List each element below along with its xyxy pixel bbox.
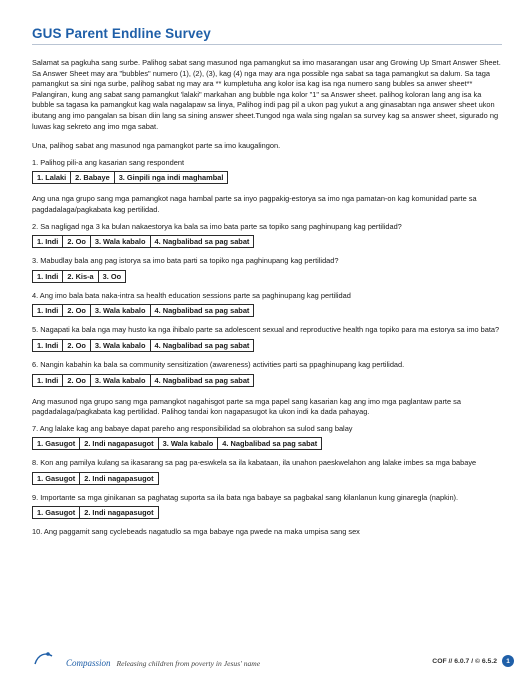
answer-option[interactable]: 1. Gasugot <box>33 438 80 449</box>
question-text: 2. Sa nagligad nga 3 ka bulan nakaestorya ka bala sa imo bata parte sa topiko sang paghinupang kag pertilidad? <box>32 221 402 231</box>
question-text: 4. Ang imo bala bata naka-intra sa health education sessions parte sa paghinupang kag pertilidad <box>32 290 351 300</box>
answer-option[interactable]: 2. Oo <box>63 375 90 386</box>
answer-option[interactable]: 3. Wala kabalo <box>91 375 151 386</box>
question-text: 3. Mabudlay bala ang pag istorya sa imo bata parti sa topiko nga paghinupang kag pertilidad? <box>32 256 339 266</box>
section-intro: Ang una nga grupo sang mga pamangkot naga hambal parte sa inyo pagpakig-estorya sa imo nga pamatan-on kag komunidad parte sa pagdadalaga/pagkabata kag pertilidad. <box>32 194 477 214</box>
answer-option[interactable]: 1. Indi <box>33 375 63 386</box>
answer-options <box>32 472 159 485</box>
answer-option[interactable]: 4. Nagbalibad sa pag sabat <box>154 340 250 350</box>
answer-option[interactable]: 4. Nagbalibad sa pag sabat <box>154 375 250 385</box>
answer-option[interactable]: 1. Indi <box>33 340 63 351</box>
answer-option[interactable]: 3. Wala kabalo <box>91 236 151 247</box>
answer-option[interactable]: 3. Wala kabalo <box>91 305 151 316</box>
answer-option[interactable]: 2. Indi nagapasugot <box>80 438 158 449</box>
footer-meta <box>432 655 514 667</box>
question-2 <box>32 222 504 257</box>
answer-options <box>32 270 126 283</box>
answer-options <box>32 506 159 519</box>
question-text: 7. Ang lalake kag ang babaye dapat pareho ang responsibilidad sa olobrahon sa sulod sang balay <box>32 423 353 433</box>
answer-option[interactable]: 2. Indi nagapasugot <box>84 473 154 483</box>
answer-option[interactable]: 3. Ginpili nga indi maghambal <box>118 173 224 183</box>
answer-option[interactable]: 3. Oo <box>102 271 122 281</box>
question-6 <box>32 360 504 395</box>
lead-text: Una, palihog sabat ang masunod nga pamangkot parte sa imo kaugalingon. <box>32 141 281 151</box>
answer-options <box>32 304 254 317</box>
answer-option[interactable]: 1. Indi <box>33 236 63 247</box>
answer-option[interactable]: 2. Oo <box>63 340 90 351</box>
answer-option[interactable]: 2. Kis-a <box>63 271 98 282</box>
answer-options <box>32 437 322 450</box>
answer-option[interactable]: 2. Babaye <box>71 172 115 183</box>
footer-tagline: Releasing children from poverty in Jesus' name <box>116 659 261 668</box>
section-intro: Ang masunod nga grupo sang mga pamangkot nagahisgot parte sa mga papel sang kasarian kag ang imo mga paglantaw parte sa pagdadalaga/pagkabata kag pertilidad. Palihog tandai kon nagapasugot ka ukon indi ka dada pahayag. <box>32 396 461 417</box>
question-8 <box>32 458 504 493</box>
page-title: GUS Parent Endline Survey <box>32 26 211 41</box>
question-7 <box>32 424 504 459</box>
answer-option[interactable]: 2. Indi nagapasugot <box>84 508 154 518</box>
answer-option[interactable]: 4. Nagbalibad sa pag sabat <box>154 237 250 247</box>
answer-option[interactable]: 3. Wala kabalo <box>159 438 219 449</box>
question-9 <box>32 493 504 528</box>
answer-option[interactable]: 2. Oo <box>63 305 90 316</box>
title-divider <box>32 44 502 45</box>
question-3 <box>32 256 504 291</box>
answer-option[interactable]: 1. Indi <box>33 271 63 282</box>
answer-option[interactable]: 4. Nagbalibad sa pag sabat <box>154 306 250 316</box>
question-5 <box>32 325 504 360</box>
logo-wordmark: Compassion <box>66 658 111 668</box>
answer-options <box>32 339 254 352</box>
document-code: COF // 6.0.7 / © 6.5.2 <box>432 657 497 665</box>
question-10 <box>32 527 504 538</box>
answer-option[interactable]: 1. Lalaki <box>33 172 71 183</box>
question-text: 6. Nangin kabahin ka bala sa community sensitization (awareness) activities parti sa ppaghinupang kag pertilidad. <box>32 359 405 369</box>
compassion-logo-icon <box>32 650 62 668</box>
intro-paragraph: Salamat sa pagkuha sang surbe. Palihog sabat sang masunod nga pamangkut sa imo masarangan usar ang Growing Up Smart Answer Sheet. Sa Answer Sheet may ara "bubbles" numero (1), (2), (3), kag (4) nga may ara nga possible nga sabat sa taga pamangkut sa dalum. Sa taga pamangkut sa sini nga surbe, palihog sabat ng may ara ** kumpletuha ang kolor isa kag isa nga numero sang bubles sa anwer sheet** Palangiran, kung ang sabat sang pamangkut 'lalaki" markahan ang bubble nga kolor "1" sa Answer sheet. palihog koloran lang ang isa ka bubble sa tagasa ka pamangkut kag wala nagalapaw sa linya, Palihog indi pag pil a ukon pag yukut a ang ginasabtan nga answer sheet ukon ibutang ang imo pangalan sa bisan diin lang sa sining answer sheet.Tungod nga wala sing ngalan sa survey kag sa answer sheet, sigurado ng luwas kag sekreto ang imo mga sabat. <box>32 58 501 131</box>
answer-options <box>32 374 254 387</box>
answer-option[interactable]: 1. Gasugot <box>33 507 80 518</box>
answer-option[interactable]: 1. Gasugot <box>33 473 80 484</box>
question-text: 8. Kon ang pamilya kulang sa ikasarang sa pag pa-eswkela sa ila kabataan, ila unahon paeskwelahon ang lalake imbes sa mga babaye <box>32 458 477 468</box>
question-4 <box>32 291 504 326</box>
footer-logo <box>32 650 260 668</box>
question-text: 1. Palihog pili-a ang kasarian sang respondent <box>32 157 185 167</box>
question-text: 10. Ang paggamit sang cyclebeads nagatudlo sa mga babaye nga pwede na maka umpisa sang sex <box>32 527 360 537</box>
survey-body <box>32 58 504 541</box>
answer-option[interactable]: 1. Indi <box>33 305 63 316</box>
answer-option[interactable]: 3. Wala kabalo <box>91 340 151 351</box>
question-1 <box>32 158 504 193</box>
answer-option[interactable]: 2. Oo <box>63 236 90 247</box>
page-number-badge: 1 <box>502 655 514 667</box>
question-text: 5. Nagapati ka bala nga may husto ka nga ihibalo parte sa adolescent sexual and reproductive health nga topiko para ma estorya sa imo bata? <box>32 325 500 335</box>
answer-option[interactable]: 4. Nagbalibad sa pag sabat <box>222 439 318 449</box>
answer-options <box>32 235 254 248</box>
question-text: 9. Importante sa mga ginikanan sa paghatag suporta sa ila bata nga babaye sa pagbakal sang kilanlanun kung ginaregla (napkin). <box>32 492 459 502</box>
answer-options <box>32 171 228 184</box>
